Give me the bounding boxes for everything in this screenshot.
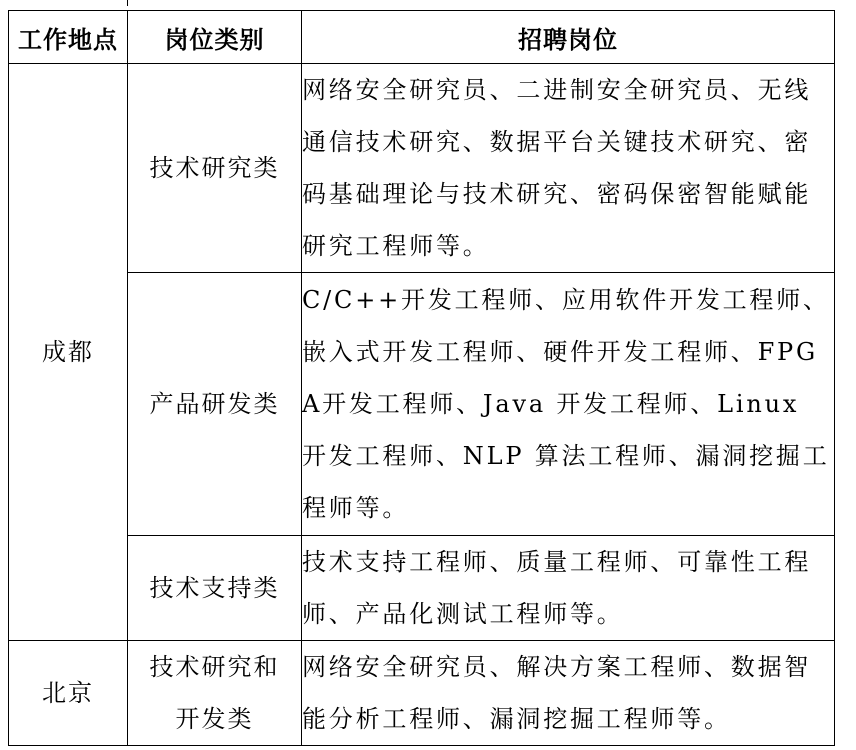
- category-cell-research: 技术研究类: [128, 64, 302, 273]
- recruitment-table: [8, 10, 835, 746]
- positions-cell-tech-support: 技术支持工程师、质量工程师、可靠性工程师、产品化测试工程师等。: [302, 536, 835, 641]
- category-line: 开发类: [175, 705, 254, 733]
- category-line: 技术研究和: [149, 653, 280, 681]
- table-row: [9, 273, 835, 536]
- top-edge-tick: [127, 0, 128, 6]
- header-positions: 招聘岗位: [302, 11, 835, 64]
- header-location: 工作地点: [9, 11, 128, 64]
- table-row: [9, 64, 835, 273]
- category-cell-research-and-dev: [128, 641, 302, 746]
- table-row: [9, 536, 835, 641]
- positions-cell-product-dev: C/C++开发工程师、应用软件开发工程师、嵌入式开发工程师、硬件开发工程师、FPGA开发工程师、Java 开发工程师、Linux 开发工程师、NLP 算法工程师、漏洞挖掘工程师等。: [302, 273, 835, 536]
- header-category: 岗位类别: [128, 11, 302, 64]
- category-cell-product-dev: 产品研发类: [128, 273, 302, 536]
- table-row: [9, 641, 835, 746]
- header-row: [9, 11, 835, 64]
- category-cell-tech-support: 技术支持类: [128, 536, 302, 641]
- location-cell-chengdu: 成都: [9, 64, 128, 641]
- positions-cell-beijing: 网络安全研究员、解决方案工程师、数据智能分析工程师、漏洞挖掘工程师等。: [302, 641, 835, 746]
- positions-cell-research: 网络安全研究员、二进制安全研究员、无线通信技术研究、数据平台关键技术研究、密码基础理论与技术研究、密码保密智能赋能研究工程师等。: [302, 64, 835, 273]
- location-cell-beijing: 北京: [9, 641, 128, 746]
